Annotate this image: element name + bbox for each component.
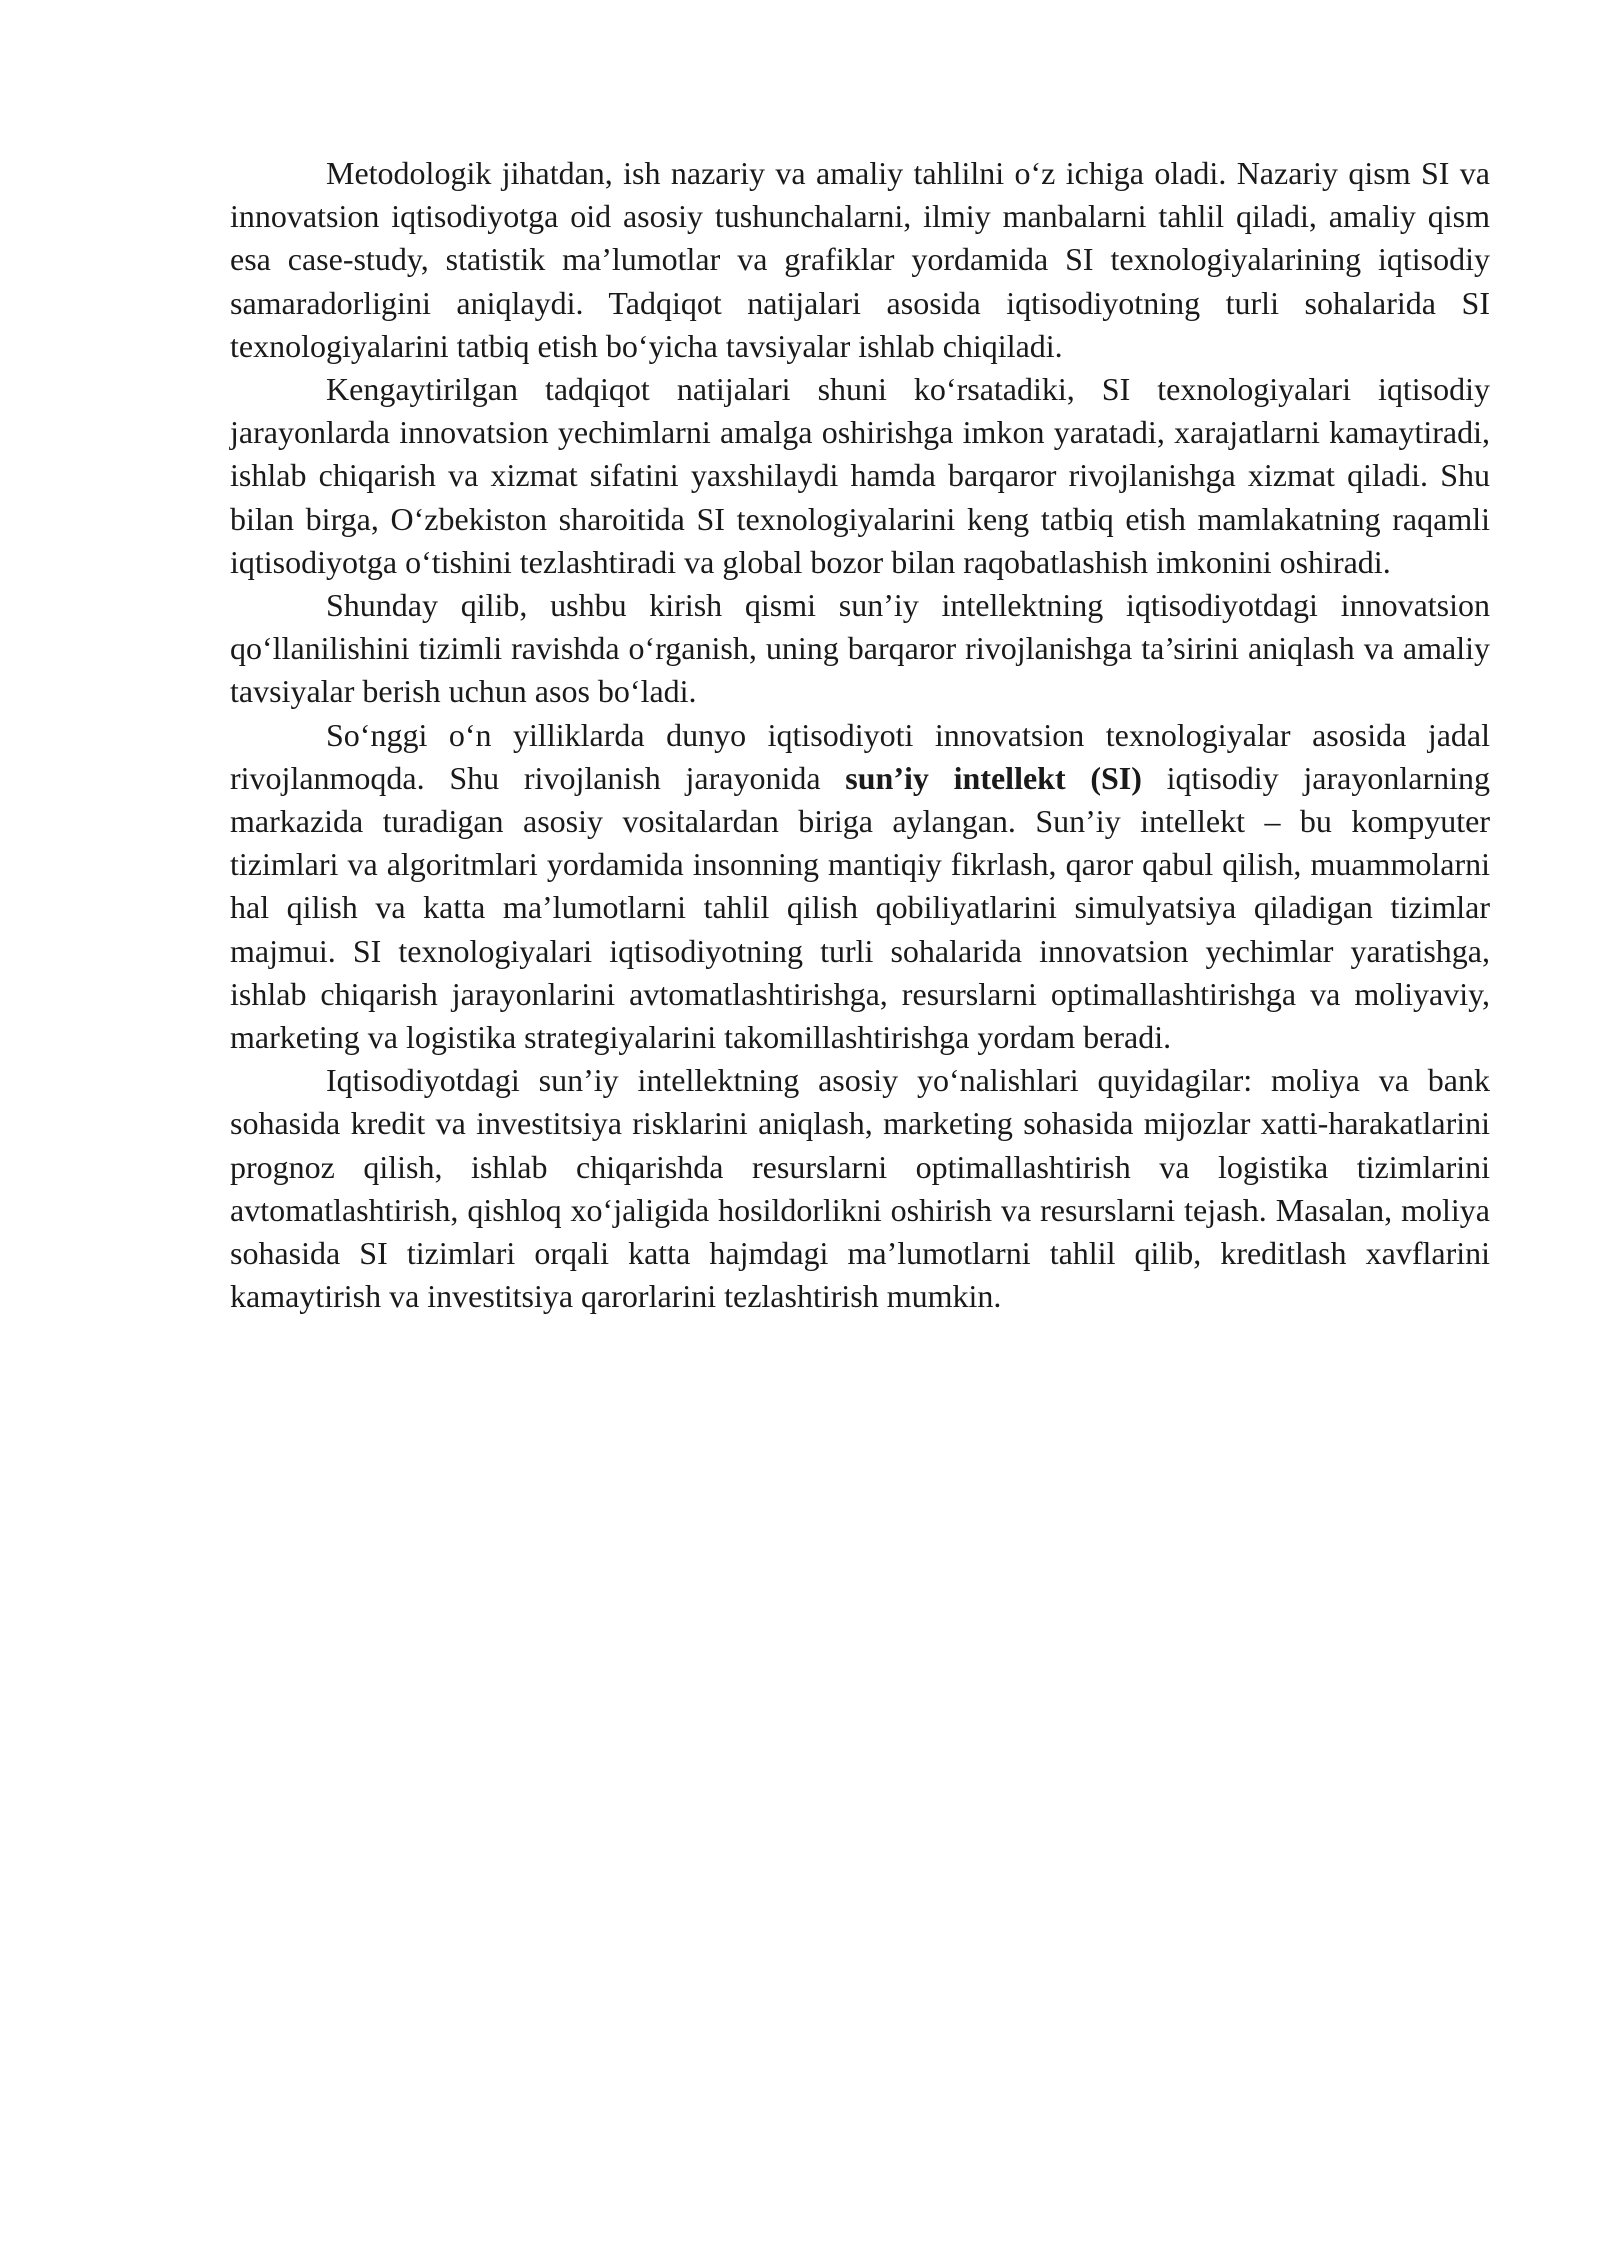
- bold-term-ai: sun’iy intellekt (SI): [845, 759, 1142, 796]
- paragraph-ai-directions: Iqtisodiyotdagi sun’iy intellektning asosiy yo‘nalishlari quyidagilar: moliya va bank sohasida kredit va investitsiya risklarini aniqlash, marketing sohasida mijozlar xatti-harakatlarini prognoz qilish, ishlab chiqarishda resurslarni optimallashtirish va logistika tizimlarini avtomatlashtirish, qishloq xo‘jaligida hosildorlikni oshirish va resurslarni tejash. Masalan, moliya sohasida SI tizimlari orqali katta hajmdagi ma’lumotlarni tahlil qilib, kreditlash xavflarini kamaytirish va investitsiya qarorlarini tezlashtirish mumkin.: [230, 1062, 1490, 1315]
- paragraph-research-results: Kengaytirilgan tadqiqot natijalari shuni ko‘rsatadiki, SI texnologiyalari iqtisodiy jarayonlarda innovatsion yechimlarni amalga oshirishga imkon yaratadi, xarajatlarni kamaytiradi, ishlab chiqarish va xizmat sifatini yaxshilaydi hamda barqaror rivojlanishga xizmat qiladi. Shu bilan birga, O‘zbekiston sharoitida SI texnologiyalarini keng tatbiq etish mamlakatning raqamli iqtisodiyotga o‘tishini tezlashtiradi va global bozor bilan raqobatlashish imkonini oshiradi.: [230, 371, 1490, 580]
- document-body: [230, 152, 1490, 1318]
- paragraph-ai-definition-lead: So‘nggi o‘n yilliklarda dunyo iqtisodiyoti innovatsion texnologiyalar asosida jadal rivojlanmoqda. Shu rivojlanish jarayonida: [230, 716, 1490, 796]
- paragraph-ai-definition: [230, 714, 1490, 1060]
- paragraph-conclusion: Shunday qilib, ushbu kirish qismi sun’iy intellektning iqtisodiyotdagi innovatsion qo‘llanilishini tizimli ravishda o‘rganish, uning barqaror rivojlanishga ta’sirini aniqlash va amaliy tavsiyalar berish uchun asos bo‘ladi.: [230, 587, 1490, 710]
- paragraph-ai-definition-rest: iqtisodiy jarayonlarning markazida turadigan asosiy vositalardan biriga aylangan. Sun’iy intellekt – bu kompyuter tizimlari va algoritmlari yordamida insonning mantiqiy fikrlash, qaror qabul qilish, muammolarni hal qilish va katta ma’lumotlarni tahlil qilish qobiliyatlarini simulyatsiya qiladigan tizimlar majmui. SI texnologiyalari iqtisodiyotning turli sohalarida innovatsion yechimlar yaratishga, ishlab chiqarish jarayonlarini avtomatlashtirishga, resurslarni optimallashtirishga va moliyaviy, marketing va logistika strategiyalarini takomillashtirishga yordam beradi.: [230, 759, 1491, 1056]
- paragraph-methodology: Metodologik jihatdan, ish nazariy va amaliy tahlilni o‘z ichiga oladi. Nazariy qism SI va innovatsion iqtisodiyotga oid asosiy tushunchalarni, ilmiy manbalarni tahlil qiladi, amaliy qism esa case-study, statistik ma’lumotlar va grafiklar yordamida SI texnologiyalarining iqtisodiy samaradorligini aniqlaydi. Tadqiqot natijalari asosida iqtisodiyotning turli sohalarida SI texnologiyalarini tatbiq etish bo‘yicha tavsiyalar ishlab chiqiladi.: [230, 155, 1490, 364]
